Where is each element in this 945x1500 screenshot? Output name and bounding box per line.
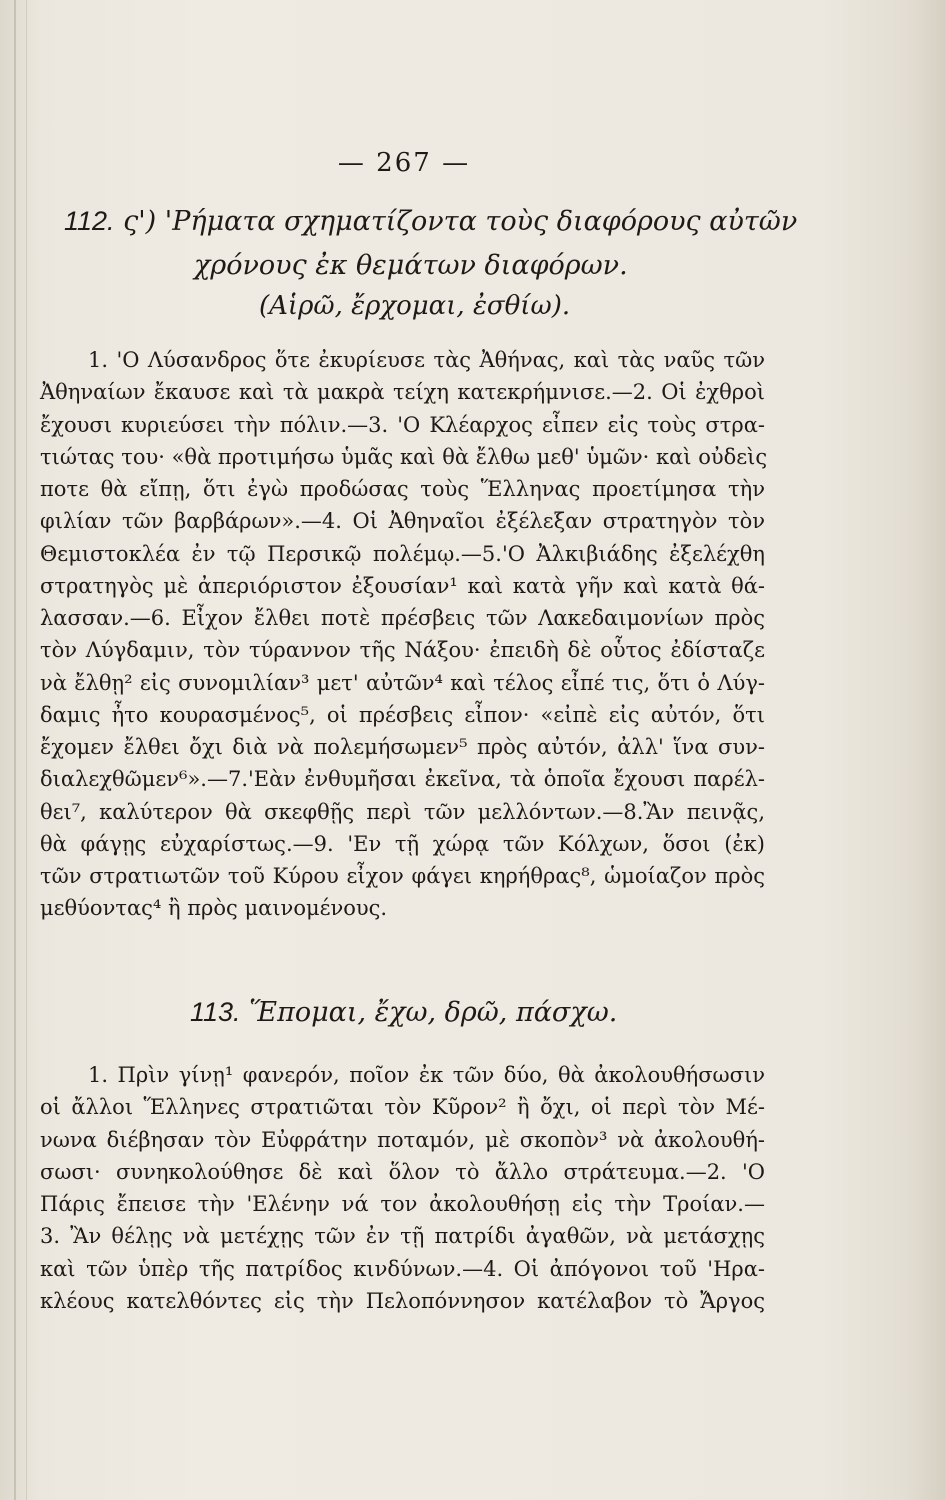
text-line: νὰ ἔλθῃ² εἰς συνομιλίαν³ μετ' αὐτῶν⁴ καὶ τέλος εἶπέ τις, ὅτι ὁ Λύγ- — [40, 670, 765, 695]
text-line: οἱ ἄλλοι Ἕλληνες στρατιῶται τὸν Κῦρον² ἢ ὄχι, οἱ περὶ τὸν Μέ- — [40, 1095, 765, 1120]
section-113-heading — [190, 997, 617, 1028]
text-line: Ἀθηναίων ἔκαυσε καὶ τὰ μακρὰ τείχη κατεκρήμνισε.—2. Οἱ ἐχθροὶ — [40, 380, 765, 405]
section-112-title-line1: ς') 'Ρήματα σχηματίζοντα τοὺς διαφόρους αὐτῶν — [123, 206, 798, 237]
section-113-title: Ἕπομαι, ἔχω, δρῶ, πάσχω. — [249, 997, 618, 1028]
text-line: σωσι· συνηκολούθησε δὲ καὶ ὅλον τὸ ἄλλο στράτευμα.—2. 'Ο — [40, 1159, 765, 1184]
section-112-heading — [64, 206, 797, 237]
text-line: δαμις ἦτο κουρασμένος⁵, οἱ πρέσβεις εἶπον· «εἰπὲ εἰς αὐτόν, ὅτι — [40, 702, 765, 727]
text-line: ἔχουσι κυριεύσει τὴν πόλιν.—3. 'Ο Κλέαρχος εἶπεν εἰς τοὺς στρα- — [40, 412, 765, 437]
text-line: καὶ τῶν ὑπὲρ τῆς πατρίδος κινδύνων.—4. Οἱ ἀπόγονοι τοῦ 'Ηρα- — [40, 1256, 765, 1281]
text-line: ποτε θὰ εἴπῃ, ὅτι ἐγὼ προδώσας τοὺς Ἕλληνας προετίμησα τὴν — [40, 477, 765, 501]
text-line: ἔχομεν ἔλθει ὄχι διὰ νὰ πολεμήσωμεν⁵ πρὸς αὐτόν, ἀλλ' ἵνα συν- — [40, 735, 765, 759]
section-113-paragraph — [40, 1059, 765, 1317]
text-line: θὰ φάγῃς εὐχαρίστως.—9. 'Εν τῇ χώρᾳ τῶν Κόλχων, ὅσοι (ἐκ) — [40, 831, 765, 856]
text-line: μεθύοντας⁴ ἢ πρὸς μαινομένους. — [40, 896, 388, 921]
text-line: Θεμιστοκλέα ἐν τῷ Περσικῷ πολέμῳ.—5.'Ο Ἀλκιβιάδης ἐξελέχθη — [40, 541, 765, 566]
section-112-verbs: (Αἱρῶ, ἔρχομαι, ἐσθίω). — [259, 291, 571, 321]
page-number: — 267 — — [337, 148, 471, 178]
text-line: θει⁷, καλύτερον θὰ σκεφθῇς περὶ τῶν μελλόντων.—8.Ἂν πεινᾷς, — [40, 799, 765, 824]
text-line: λασσαν.—6. Εἶχον ἔλθει ποτὲ πρέσβεις τῶν Λακεδαιμονίων πρὸς — [40, 606, 765, 630]
section-112-paragraph — [40, 344, 768, 925]
text-line: 3. Ἂν θέλῃς νὰ μετέχῃς τῶν ἐν τῇ πατρίδι ἀγαθῶν, νὰ μετάσχῃς — [40, 1224, 765, 1249]
text-line: τιώτας του· «θὰ προτιμήσω ὑμᾶς καὶ θὰ ἔλθω μεθ' ὑμῶν· καὶ οὐδεὶς — [40, 444, 768, 469]
section-113-number: 113. — [190, 997, 241, 1027]
text-line: τῶν στρατιωτῶν τοῦ Κύρου εἶχον φάγει κηρήθρας⁸, ὡμοίαζον πρὸς — [40, 864, 765, 888]
text-line: κλέους κατελθόντες εἰς τὴν Πελοπόννησον κατέλαβον τὸ Ἄργος — [40, 1288, 765, 1313]
section-112-title-line2: χρόνους ἐκ θεμάτων διαφόρων. — [194, 250, 628, 281]
text-line: 1. 'Ο Λύσανδρος ὅτε ἐκυρίευσε τὰς Ἀθήνας, καὶ τὰς ναῦς τῶν — [88, 348, 765, 372]
text-line: διαλεχθῶμεν⁶».—7.'Εὰν ἐνθυμῆσαι ἐκεῖνα, τὰ ὁποῖα ἔχουσι παρέλ- — [40, 767, 765, 792]
text-line: φιλίαν τῶν βαρβάρων».—4. Οἱ Ἀθηναῖοι ἐξέλεξαν στρατηγὸν τὸν — [40, 509, 765, 534]
text-line: νωνα διέβησαν τὸν Εὐφράτην ποταμόν, μὲ σκοπὸν³ νὰ ἀκολουθή- — [40, 1127, 765, 1152]
binding-edge-inner — [26, 0, 27, 1500]
section-112-number: 112. — [64, 206, 115, 236]
text-line: τὸν Λύγδαμιν, τὸν τύραννον τῆς Νάξου· ἐπειδὴ δὲ οὗτος ἐδίσταζε — [40, 638, 765, 663]
binding-edge — [14, 0, 16, 1500]
text-line: 1. Πρὶν γίνῃ¹ φανερόν, ποῖον ἐκ τῶν δύο, θὰ ἀκολουθήσωσιν — [88, 1063, 765, 1087]
text-line: Πάρις ἔπεισε τὴν 'Ελένην νά τον ἀκολουθήσῃ εἰς τὴν Τροίαν.— — [40, 1192, 765, 1216]
text-line: στρατηγὸς μὲ ἀπεριόριστον ἐξουσίαν¹ καὶ κατὰ γῆν καὶ κατὰ θά- — [40, 573, 765, 598]
